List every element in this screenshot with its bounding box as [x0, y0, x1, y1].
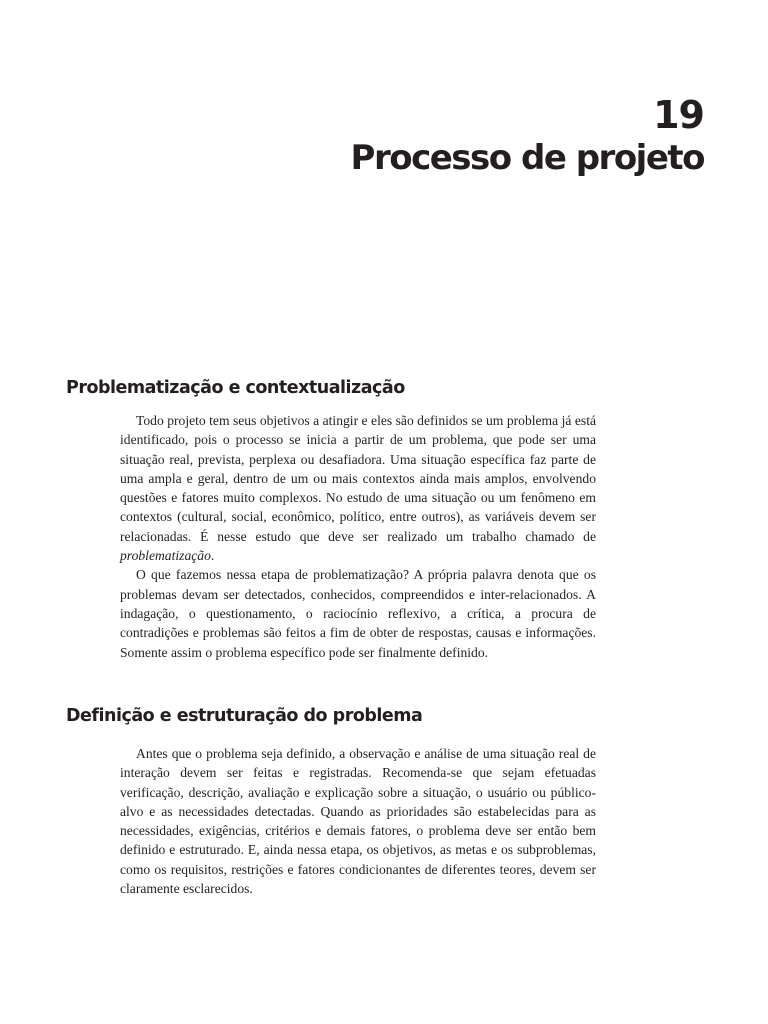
emphasis-term: problematização [120, 548, 211, 564]
section-body-problematizacao [120, 411, 596, 662]
paragraph: Antes que o problema seja definido, a observação e análise de uma situação real de interação devem ser feitas e registradas. Recomenda-se que sejam efetuadas verificação, descrição, avaliação e explicação sobre a situação, o usuário ou público-alvo e as necessidades detectadas. Quando as prioridades são estabelecidas para as necessidades, exigências, critérios e demais fatores, o problema deve ser então bem definido e estruturado. E, ainda nessa etapa, os objetivos, as metas e os subproblemas, como os requisitos, restrições e fatores condicionantes de diferentes teores, devem ser claramente esclarecidos. [120, 746, 596, 897]
chapter-number: 19 [653, 93, 704, 137]
chapter-title: Processo de projeto [350, 138, 704, 178]
section-body-definicao [120, 744, 596, 898]
section-heading-problematizacao: Problematização e contextualização [66, 378, 405, 398]
section-heading-definicao: Definição e estruturação do problema [66, 706, 423, 726]
paragraph [120, 411, 596, 565]
paragraph-tail: . [210, 548, 215, 564]
paragraph: O que fazemos nessa etapa de problematização? A própria palavra denota que os problemas devam ser detectados, conhecidos, compreendidos e inter-relacionados. A indagação, o questionamento, o raciocínio reflexivo, a crítica, a procura de contradições e problemas são feitos a fim de obter de respostas, causas e informações. Somente assim o problema específico pode ser finalmente definido. [120, 567, 596, 660]
paragraph-text: Todo projeto tem seus objetivos a atingir e eles são definidos se um problema já está identificado, pois o processo se inicia a partir de um problema, que pode ser uma situação real, prevista, perplexa ou desafiadora. Uma situação específica faz parte de uma ampla e geral, dentro de um ou mais contextos ainda mais amplos, envolvendo questões e fatores muito complexos. No estudo de uma situação ou um fenômeno em contextos (cultural, social, econômico, político, entre outros), as variáveis devem ser relacionadas. É nesse estudo que deve ser realizado um trabalho chamado de [120, 413, 596, 544]
